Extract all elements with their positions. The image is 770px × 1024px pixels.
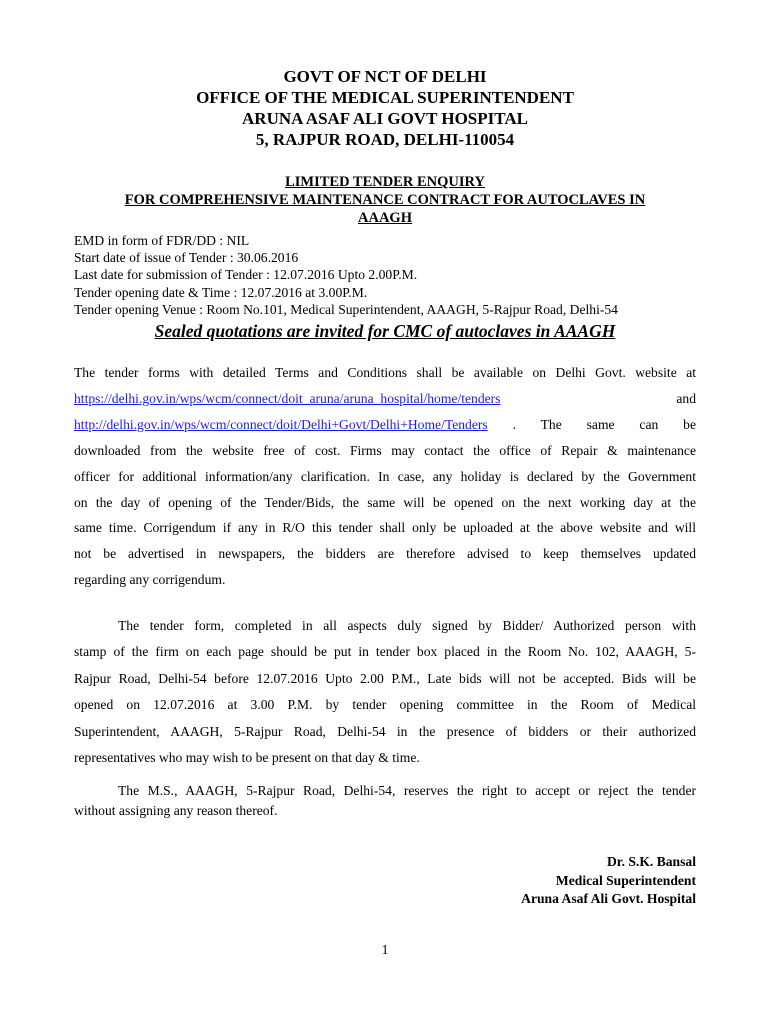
start-date-detail: Start date of issue of Tender : 30.06.2016: [74, 250, 299, 266]
tender-details: [74, 232, 704, 318]
paragraph-line: The tender forms with detailed Terms and Conditions shall be available on Delhi Govt. website at: [74, 365, 696, 380]
tender-title-line1: LIMITED TENDER ENQUIRY: [285, 174, 485, 190]
paragraph-line: officer for additional information/any clarification. In case, any holiday is declared by the Government: [74, 468, 696, 484]
letterhead: [0, 66, 770, 150]
paragraph-line: on the day of opening of the Tender/Bids, the same will be opened on the next working day at the: [74, 494, 696, 510]
paragraph-line: [74, 412, 696, 438]
page-number: 1: [381, 942, 389, 957]
submission-paragraph: [74, 613, 696, 771]
letterhead-address: 5, RAJPUR ROAD, DELHI-110054: [255, 130, 515, 149]
paragraph-line: opened on 12.07.2016 at 3.00 P.M. by tender opening committee in the Room of Medical: [74, 697, 696, 713]
paragraph-line: [74, 386, 696, 412]
paragraph-line: stamp of the firm on each page should be put in tender box placed in the Room No. 102, AAAGH, 5-: [74, 644, 696, 660]
opening-date-detail: Tender opening date & Time : 12.07.2016 at 3.00P.M.: [74, 284, 368, 300]
paragraph-line: downloaded from the website free of cost. Firms may contact the office of Repair & maintenance: [74, 442, 696, 458]
signatory-organization: Aruna Asaf Ali Govt. Hospital: [521, 891, 696, 906]
paragraph-line: Rajpur Road, Delhi-54 before 12.07.2016 Upto 2.00 P.M., Late bids will not be accepted. Bids will be: [74, 670, 696, 686]
tender-title-line2: FOR COMPREHENSIVE MAINTENANCE CONTRACT FOR AUTOCLAVES IN: [124, 192, 646, 208]
paragraph-line: The tender form, completed in all aspects duly signed by Bidder/ Authorized person with: [118, 618, 696, 633]
tenders-link-aruna[interactable]: https://delhi.gov.in/wps/wcm/connect/doit_aruna/aruna_hospital/home/tenders: [74, 390, 501, 406]
and-text: and: [676, 390, 696, 406]
paragraph-line: Superintendent, AAAGH, 5-Rajpur Road, Delhi-54 in the presence of bidders or their authorized: [74, 723, 696, 739]
paragraph-line: The M.S., AAAGH, 5-Rajpur Road, Delhi-54, reserves the right to accept or reject the tender: [118, 783, 696, 798]
signature-block: [521, 853, 696, 909]
paragraph-line: representatives who may wish to be present on that day & time.: [74, 750, 420, 766]
tender-title: [74, 173, 696, 227]
signatory-designation: Medical Superintendent: [555, 872, 696, 888]
letterhead-govt: GOVT OF NCT OF DELHI: [283, 67, 487, 86]
rights-reserved-paragraph: [74, 781, 696, 821]
after-link-text: . The same can be: [487, 416, 696, 432]
emd-detail: EMD in form of FDR/DD : NIL: [74, 233, 250, 248]
paragraph-line: not be advertised in newspapers, the bidders are therefore advised to keep themselves updated: [74, 546, 696, 562]
signatory-name: Dr. S.K. Bansal: [606, 854, 696, 869]
sealed-quotations-heading: Sealed quotations are invited for CMC of autoclaves in AAAGH: [154, 321, 616, 341]
venue-detail: Tender opening Venue : Room No.101, Medical Superintendent, AAAGH, 5-Rajpur Road, Delhi-54: [74, 301, 618, 317]
last-date-detail: Last date for submission of Tender : 12.07.2016 Upto 2.00P.M.: [74, 267, 418, 283]
tender-title-line3: AAAGH: [358, 210, 412, 226]
tenders-link-delhi-govt[interactable]: http://delhi.gov.in/wps/wcm/connect/doit/Delhi+Govt/Delhi+Home/Tenders: [74, 416, 488, 432]
paragraph-line: same time. Corrigendum if any in R/O this tender shall only be uploaded at the above website and will: [74, 520, 696, 536]
paragraph-line: regarding any corrigendum.: [74, 572, 226, 588]
tender-availability-paragraph: [74, 360, 696, 593]
letterhead-hospital: ARUNA ASAF ALI GOVT HOSPITAL: [242, 109, 528, 128]
paragraph-line: without assigning any reason thereof.: [74, 803, 278, 818]
letterhead-office: OFFICE OF THE MEDICAL SUPERINTENDENT: [196, 88, 574, 107]
